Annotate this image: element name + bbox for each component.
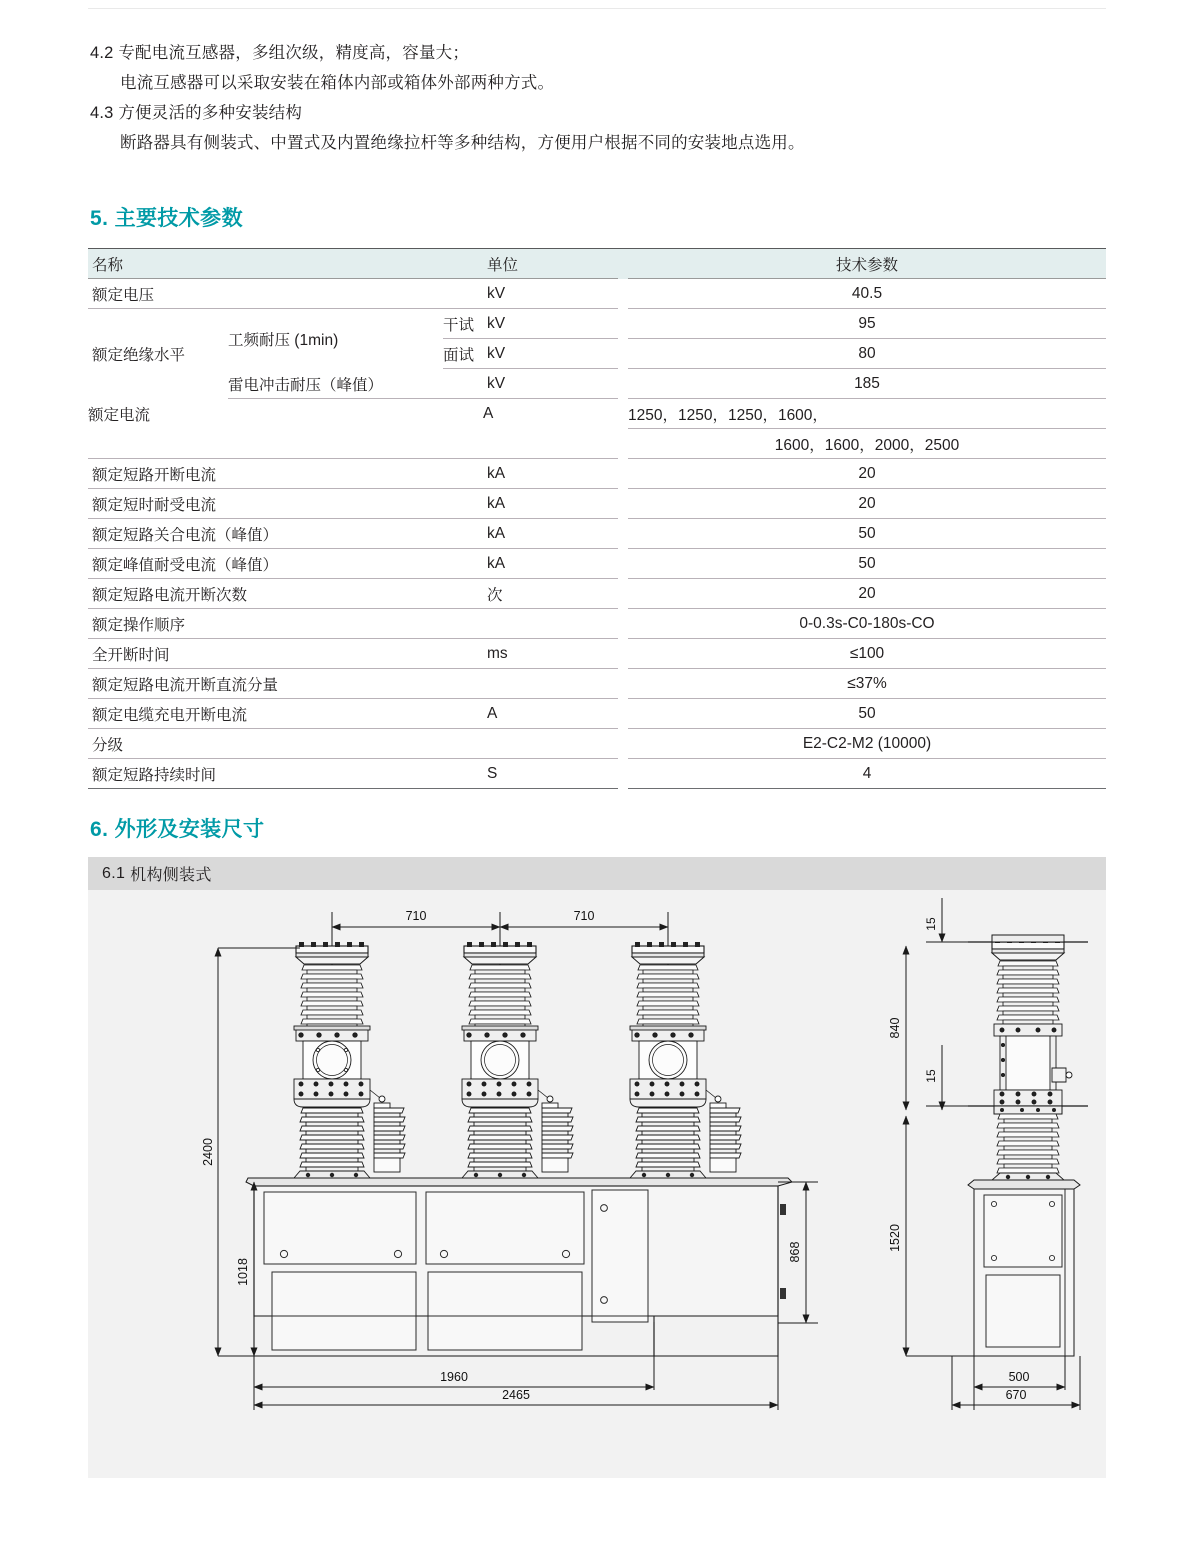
intro-line-number: 4.2 — [90, 44, 114, 62]
row-name: 额定短路电流开断次数 — [88, 579, 483, 609]
row-separator — [618, 339, 628, 369]
dim-500: 500 — [1008, 1370, 1030, 1384]
row-value: E2-C2-M2 (10000) — [628, 729, 1106, 759]
row-name: 额定峰值耐受电流（峰值） — [88, 549, 483, 579]
row-separator — [618, 609, 628, 639]
row-unit: kV — [483, 339, 618, 369]
subsection-title: 机构侧装式 — [130, 867, 212, 884]
table-row — [88, 429, 1106, 459]
header-separator — [618, 249, 628, 279]
row-value: 0-0.3s-C0-180s-CO — [628, 609, 1106, 639]
header-unit: 单位 — [483, 249, 618, 279]
dim-710-right: 710 — [573, 909, 595, 923]
row-separator — [618, 759, 628, 789]
row-separator — [618, 699, 628, 729]
row-value: 80 — [628, 339, 1106, 369]
table-row — [88, 669, 1106, 699]
row-unit: kV — [483, 369, 618, 399]
row-separator — [618, 429, 628, 459]
row-name: 额定操作顺序 — [88, 609, 483, 639]
section-6-title: 外形及安装尺寸 — [114, 818, 265, 841]
dimension-drawing-area — [88, 890, 1106, 1478]
row-separator — [618, 579, 628, 609]
intro-line-4-3 — [90, 98, 1104, 128]
row-name: 额定电压 — [88, 279, 483, 309]
row-unit: A — [483, 699, 618, 729]
row-separator — [618, 369, 628, 399]
row-separator — [618, 489, 628, 519]
dim-side-mid-15: 15 — [924, 1069, 938, 1083]
intro-line-text: 电流互感器可以采取安装在箱体内部或箱体外部两种方式。 — [120, 74, 555, 92]
row-value: 4 — [628, 759, 1106, 789]
row-unit: A — [483, 404, 494, 422]
table-row — [88, 519, 1106, 549]
header-value: 技术参数 — [628, 249, 1106, 279]
table-row — [88, 549, 1106, 579]
row-unit: kA — [483, 459, 618, 489]
row-unit: kV — [483, 279, 618, 309]
row-value: 20 — [628, 579, 1106, 609]
row-value: 50 — [628, 549, 1106, 579]
dim-2465: 2465 — [502, 1388, 530, 1402]
table-row — [88, 699, 1106, 729]
dim-1018: 1018 — [236, 1258, 250, 1286]
row-sub-group: 工频耐压 (1min) — [228, 331, 339, 349]
intro-line-text: 专配电流互感器，多组次级，精度高，容量大； — [118, 44, 470, 62]
intro-line-text: 方便灵活的多种安装结构 — [118, 104, 303, 122]
row-name: 额定电流 — [88, 406, 151, 424]
row-name: 额定短路开断电流 — [88, 459, 483, 489]
row-separator — [618, 729, 628, 759]
row-unit — [483, 729, 618, 759]
intro-line-4-2 — [90, 38, 1104, 68]
header-name: 名称 — [88, 249, 483, 279]
row-value: 40.5 — [628, 279, 1106, 309]
table-row — [88, 609, 1106, 639]
section-5-title: 主要技术参数 — [114, 207, 243, 230]
row-unit: ms — [483, 639, 618, 669]
dim-2400: 2400 — [201, 1138, 215, 1166]
row-separator — [618, 549, 628, 579]
row-unit — [483, 669, 618, 699]
front-view-drawing — [201, 909, 818, 1410]
intro-line-4-3-detail — [90, 128, 1104, 158]
table-row — [88, 279, 1106, 309]
row-name — [88, 429, 483, 459]
row-value: 50 — [628, 519, 1106, 549]
table-row — [88, 639, 1106, 669]
row-name: 分级 — [88, 729, 483, 759]
dim-670: 670 — [1005, 1388, 1027, 1402]
row-value: 185 — [628, 369, 1106, 399]
row-value: ≤37% — [628, 669, 1106, 699]
row-unit — [483, 429, 618, 459]
row-sub-item: 面试 — [443, 339, 483, 369]
spec-table-container — [0, 248, 1194, 789]
row-sub-group: 雷电冲击耐压（峰值） — [228, 369, 483, 399]
table-row — [88, 309, 1106, 339]
dimension-drawing-svg — [88, 890, 1106, 1478]
spec-table — [88, 248, 1106, 789]
intro-section — [0, 0, 1194, 158]
row-unit: 次 — [483, 579, 618, 609]
row-value: 50 — [628, 699, 1106, 729]
section-6-number: 6. — [90, 818, 109, 841]
row-unit — [483, 609, 618, 639]
section-5-heading — [0, 202, 1194, 232]
row-value: ≤100 — [628, 639, 1106, 669]
row-name: 额定短路关合电流（峰值） — [88, 519, 483, 549]
page-top-rule — [88, 8, 1106, 9]
side-view-drawing — [888, 898, 1088, 1410]
row-separator — [618, 669, 628, 699]
table-row — [88, 489, 1106, 519]
row-name: 额定短路持续时间 — [88, 759, 483, 789]
table-row — [88, 459, 1106, 489]
row-name: 全开断时间 — [88, 639, 483, 669]
row-value: 20 — [628, 489, 1106, 519]
intro-line-4-2-detail — [90, 68, 1104, 98]
row-separator — [618, 639, 628, 669]
intro-line-text: 断路器具有侧装式、中置式及内置绝缘拉杆等多种结构，方便用户根据不同的安装地点选用。 — [120, 134, 805, 152]
dim-840: 840 — [888, 1017, 902, 1039]
intro-line-number: 4.3 — [90, 104, 114, 122]
table-header-row — [88, 249, 1106, 279]
table-row — [88, 399, 1106, 429]
row-value: 1250，1250，1250，1600， — [628, 399, 1106, 429]
table-row — [88, 579, 1106, 609]
row-separator — [618, 459, 628, 489]
row-name: 额定短路电流开断直流分量 — [88, 669, 483, 699]
row-separator — [618, 309, 628, 339]
subsection-number: 6.1 — [102, 864, 126, 882]
dim-side-top-15: 15 — [924, 917, 938, 931]
dim-710-left: 710 — [405, 909, 427, 923]
subsection-6-1-bar — [88, 857, 1106, 890]
row-unit: kV — [483, 309, 618, 339]
section-5-number: 5. — [90, 207, 109, 230]
section-6-heading — [0, 813, 1194, 843]
row-separator — [618, 519, 628, 549]
table-row — [88, 369, 1106, 399]
dim-868: 868 — [788, 1241, 802, 1263]
table-row — [88, 729, 1106, 759]
row-value: 20 — [628, 459, 1106, 489]
row-unit: kA — [483, 549, 618, 579]
row-unit: kA — [483, 489, 618, 519]
table-row — [88, 759, 1106, 789]
row-separator — [618, 399, 628, 429]
row-name: 额定绝缘水平 — [92, 346, 186, 364]
row-name: 额定电缆充电开断电流 — [88, 699, 483, 729]
row-value: 95 — [628, 309, 1106, 339]
row-sub-item: 干试 — [443, 309, 483, 339]
row-unit: kA — [483, 519, 618, 549]
section-6 — [0, 813, 1194, 1478]
row-separator — [618, 279, 628, 309]
row-value: 1600，1600，2000，2500 — [628, 429, 1106, 459]
row-unit: S — [483, 759, 618, 789]
row-name: 额定短时耐受电流 — [88, 489, 483, 519]
dim-1520: 1520 — [888, 1224, 902, 1252]
dim-1960: 1960 — [440, 1370, 468, 1384]
